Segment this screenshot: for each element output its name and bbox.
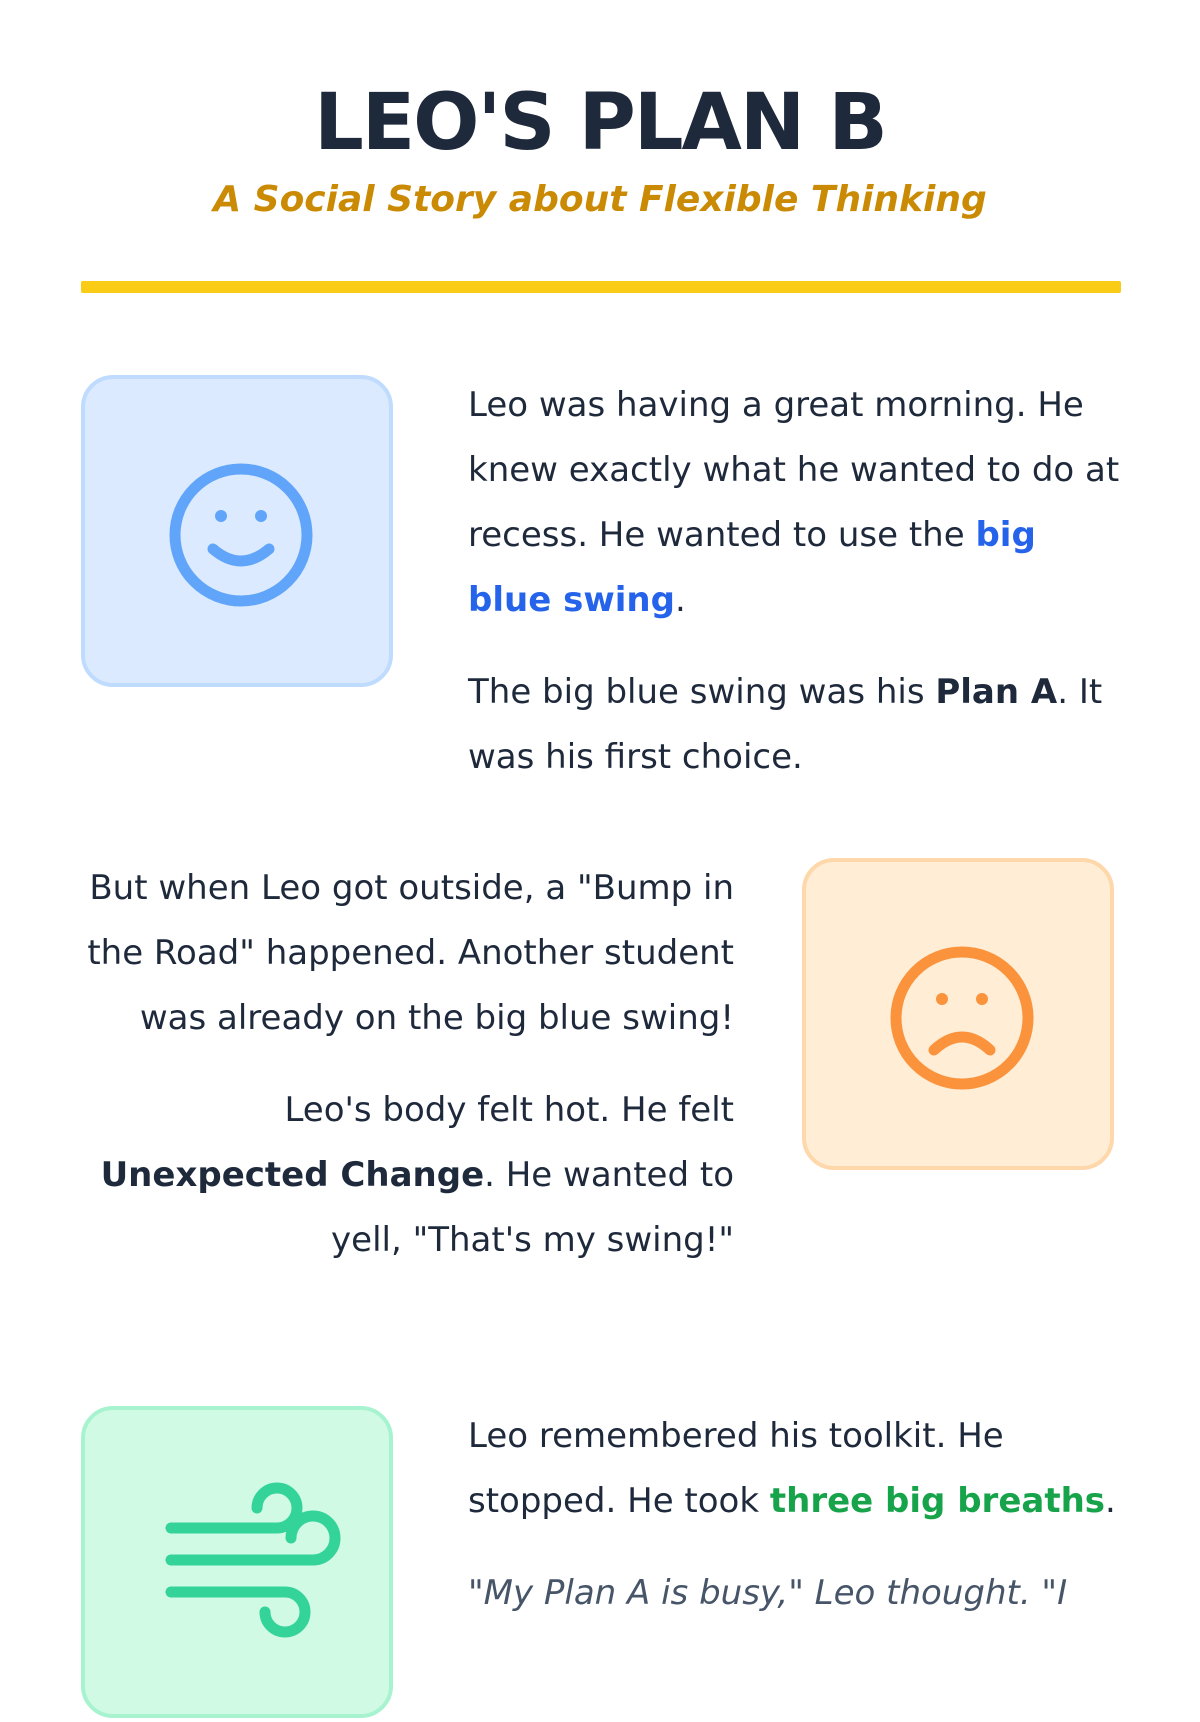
- sad-illustration-card: [802, 858, 1114, 1170]
- calm-illustration-card: [81, 1406, 393, 1718]
- story-section-1-text: [468, 373, 1128, 790]
- happy-illustration-card: [81, 375, 393, 687]
- story-section-3-text: [468, 1404, 1128, 1626]
- bold-plan-a: Plan A: [935, 672, 1058, 712]
- page-subtitle: A Social Story about Flexible Thinking: [213, 179, 987, 220]
- sad-face-icon: [806, 862, 1118, 1174]
- title-divider: [81, 281, 1121, 293]
- wind-icon: [85, 1410, 397, 1722]
- highlight-big-blue-swing: big blue swing: [468, 515, 1036, 620]
- story-paragraph: Leo was having a great morning. He knew exactly what he wanted to do at recess. He wanted to use the big blue swing.: [468, 385, 1120, 620]
- story-paragraph: But when Leo got outside, a "Bump in the Road" happened. Another student was already on the big blue swing!: [87, 868, 734, 1038]
- page-title: LEO'S PLAN B: [314, 78, 886, 168]
- story-section-2-text: [80, 856, 734, 1273]
- bold-unexpected-change: Unexpected Change: [100, 1155, 485, 1195]
- story-paragraph: Leo's body felt hot. He felt Unexpected Change. He wanted to yell, "That's my swing!": [100, 1090, 734, 1260]
- smiley-face-icon: [85, 379, 397, 691]
- story-paragraph: Leo remembered his toolkit. He stopped. He took three big breaths.: [468, 1416, 1116, 1521]
- story-paragraph: "My Plan A is busy," Leo thought. "I: [468, 1573, 1068, 1613]
- story-paragraph: The big blue swing was his Plan A. It was his first choice.: [468, 672, 1103, 777]
- highlight-three-big-breaths: three big breaths: [769, 1481, 1106, 1521]
